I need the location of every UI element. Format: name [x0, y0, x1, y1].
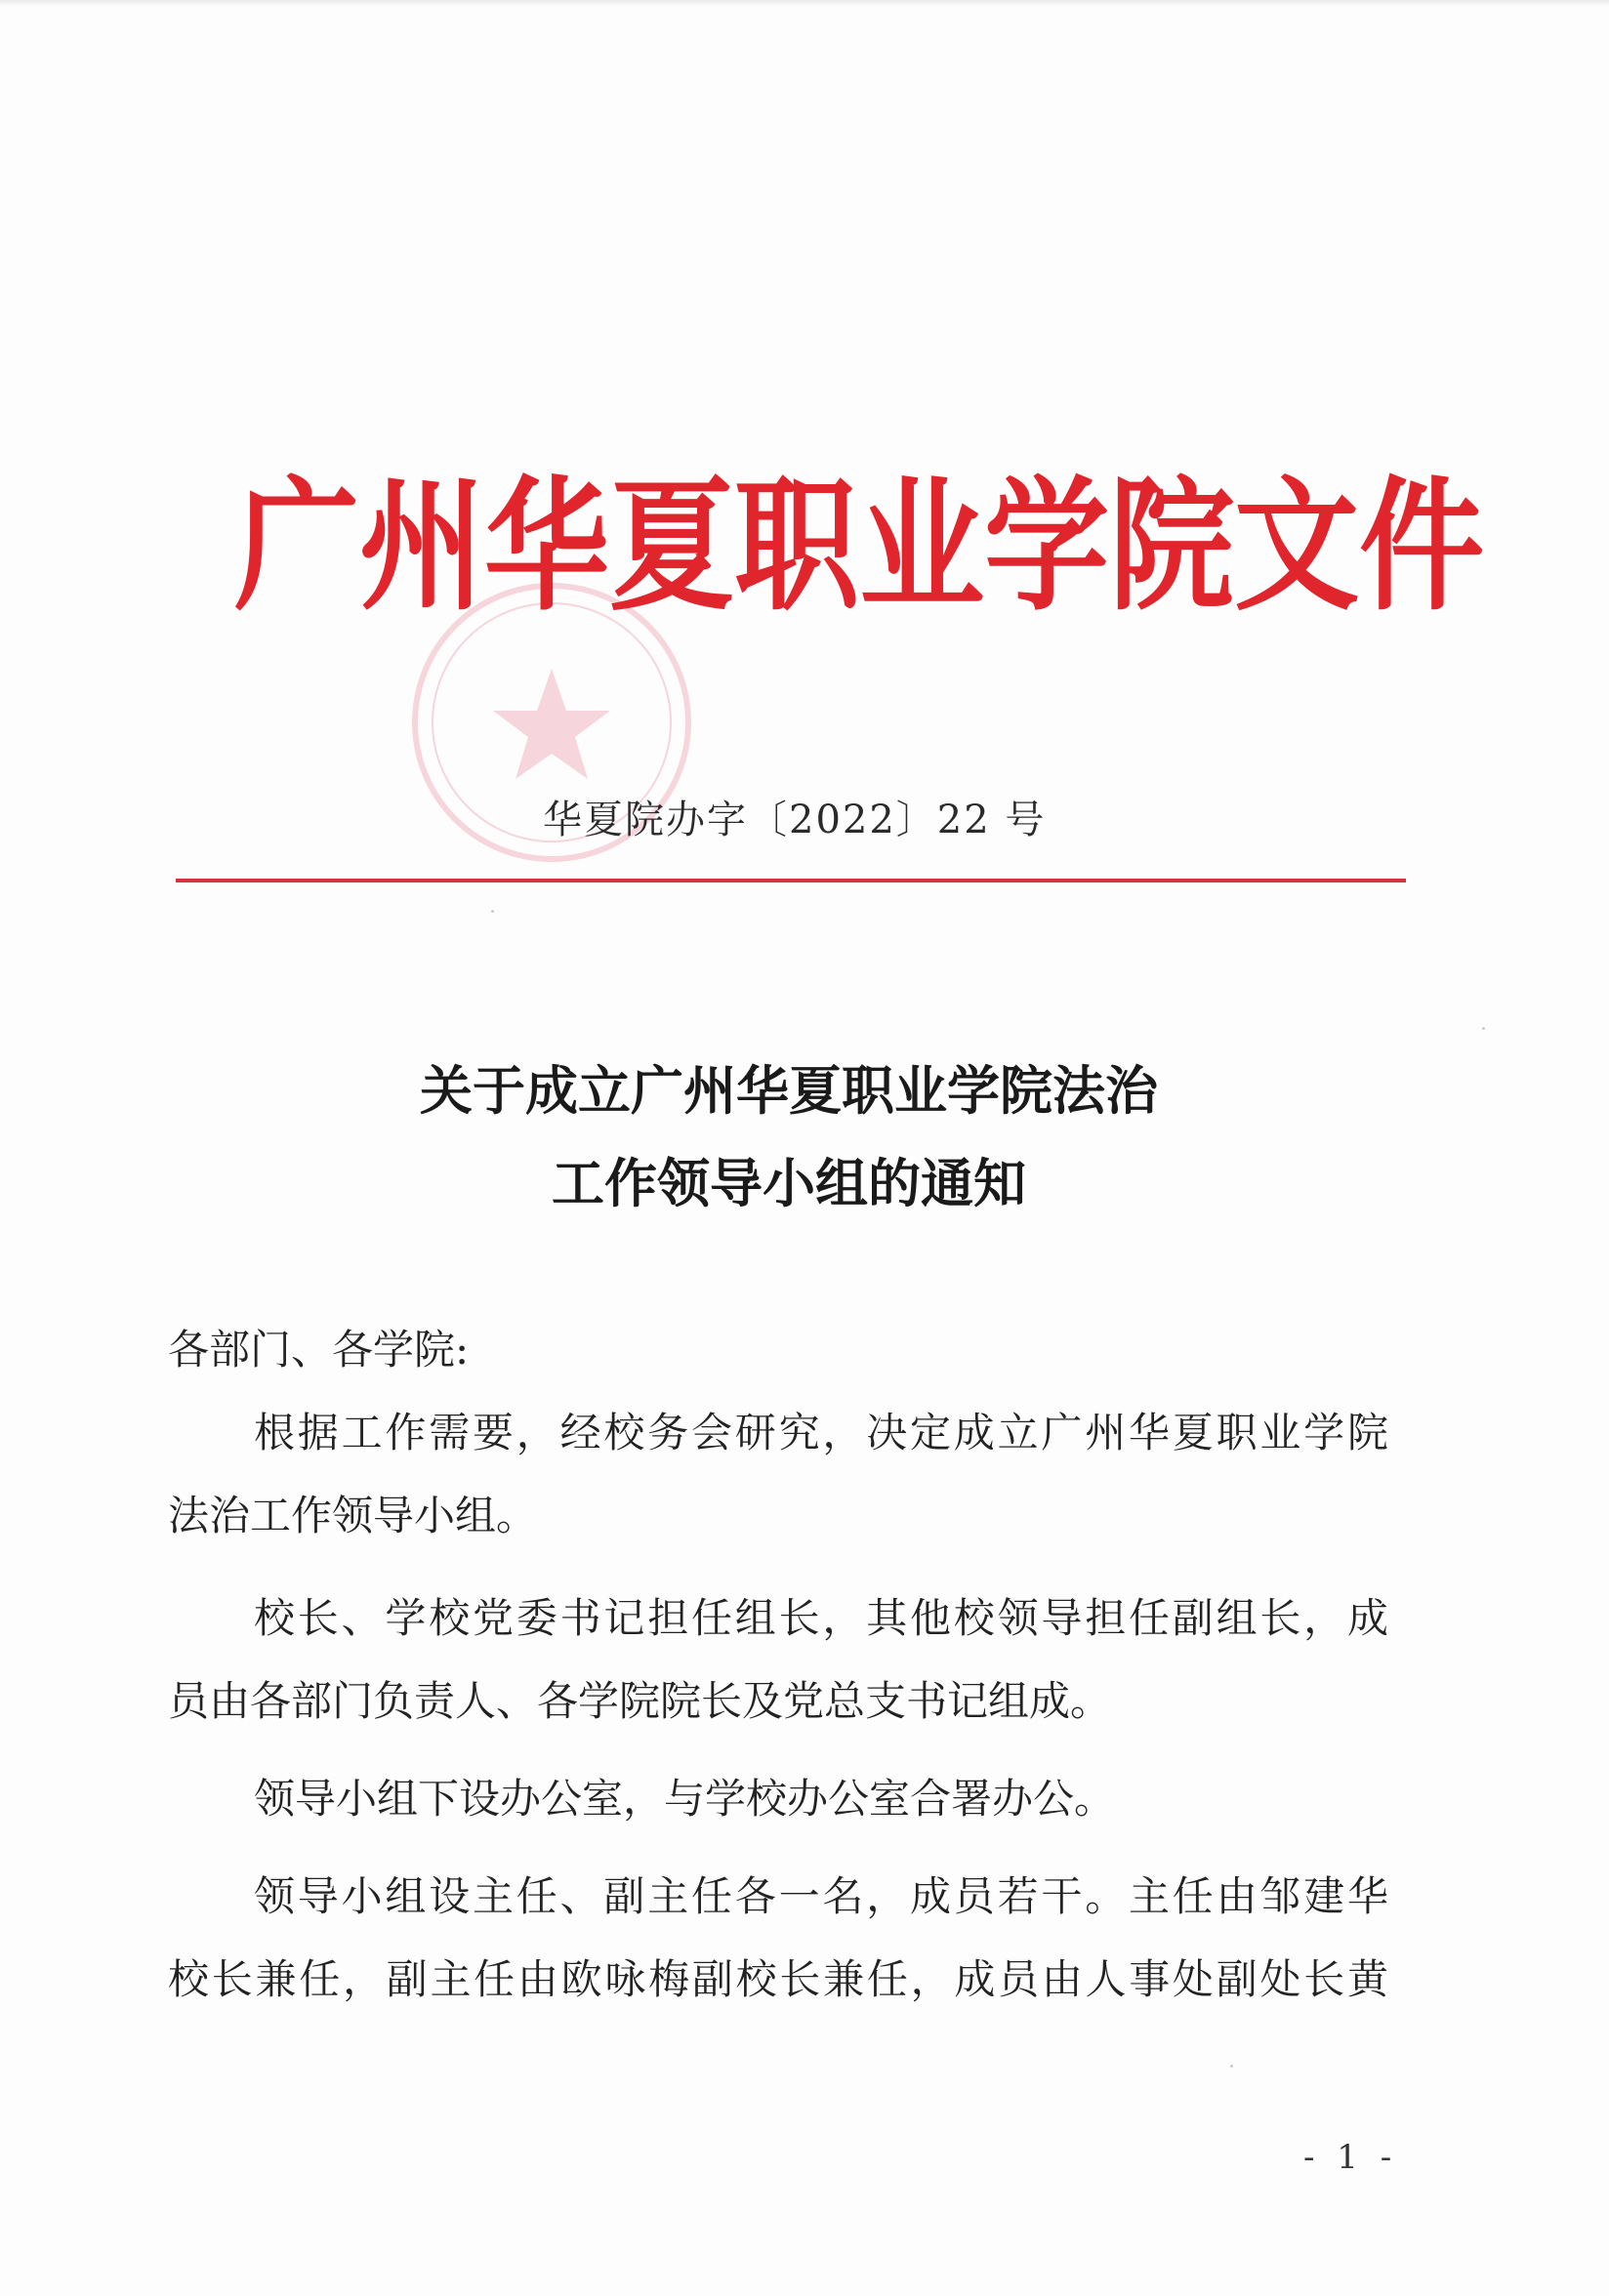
body-line: 员由各部门负责人、各学院院长及党总支书记组成。	[168, 1677, 1112, 1725]
page-number: - 1 -	[1303, 2138, 1398, 2177]
scan-speck	[491, 910, 494, 913]
issuer-char: 件	[1359, 462, 1485, 632]
issuer-header	[234, 459, 1485, 635]
issuer-char: 业	[859, 462, 985, 632]
notice-title-line1: 关于成立广州华夏职业学院法治	[420, 1059, 1158, 1122]
body-line: 校长兼任，副主任由欧咏梅副校长兼任，成员由人事处副处长黄	[168, 1955, 1388, 2003]
issuer-char: 职	[734, 462, 860, 632]
issuer-char: 广	[234, 462, 360, 632]
issuer-char: 文	[1234, 462, 1360, 632]
body-line: 法治工作领导小组。	[168, 1492, 538, 1539]
body-line: 领导小组下设办公室，与学校办公室合署办公。	[254, 1775, 1116, 1823]
issuer-char: 院	[1109, 462, 1235, 632]
issuer-char: 华	[484, 462, 610, 632]
body-line: 领导小组设主任、副主任各一名，成员若干。主任由邹建华	[254, 1872, 1388, 1920]
scan-speck	[1482, 1027, 1485, 1030]
document-number: 华夏院办字〔2022〕22 号	[543, 798, 1047, 842]
salutation: 各部门、各学院:	[168, 1326, 470, 1374]
issuer-char: 州	[359, 462, 485, 632]
scan-edge	[0, 0, 1609, 6]
body-line: 根据工作需要，经校务会研究，决定成立广州华夏职业学院	[254, 1409, 1388, 1456]
issuer-char: 夏	[609, 462, 735, 632]
scan-speck	[1230, 2065, 1233, 2068]
body-line: 校长、学校党委书记担任组长，其他校领导担任副组长，成	[254, 1594, 1388, 1642]
star-icon	[493, 669, 610, 779]
notice-title-line2: 工作领导小组的通知	[552, 1152, 1026, 1214]
red-divider	[176, 879, 1406, 882]
issuer-char: 学	[984, 462, 1110, 632]
